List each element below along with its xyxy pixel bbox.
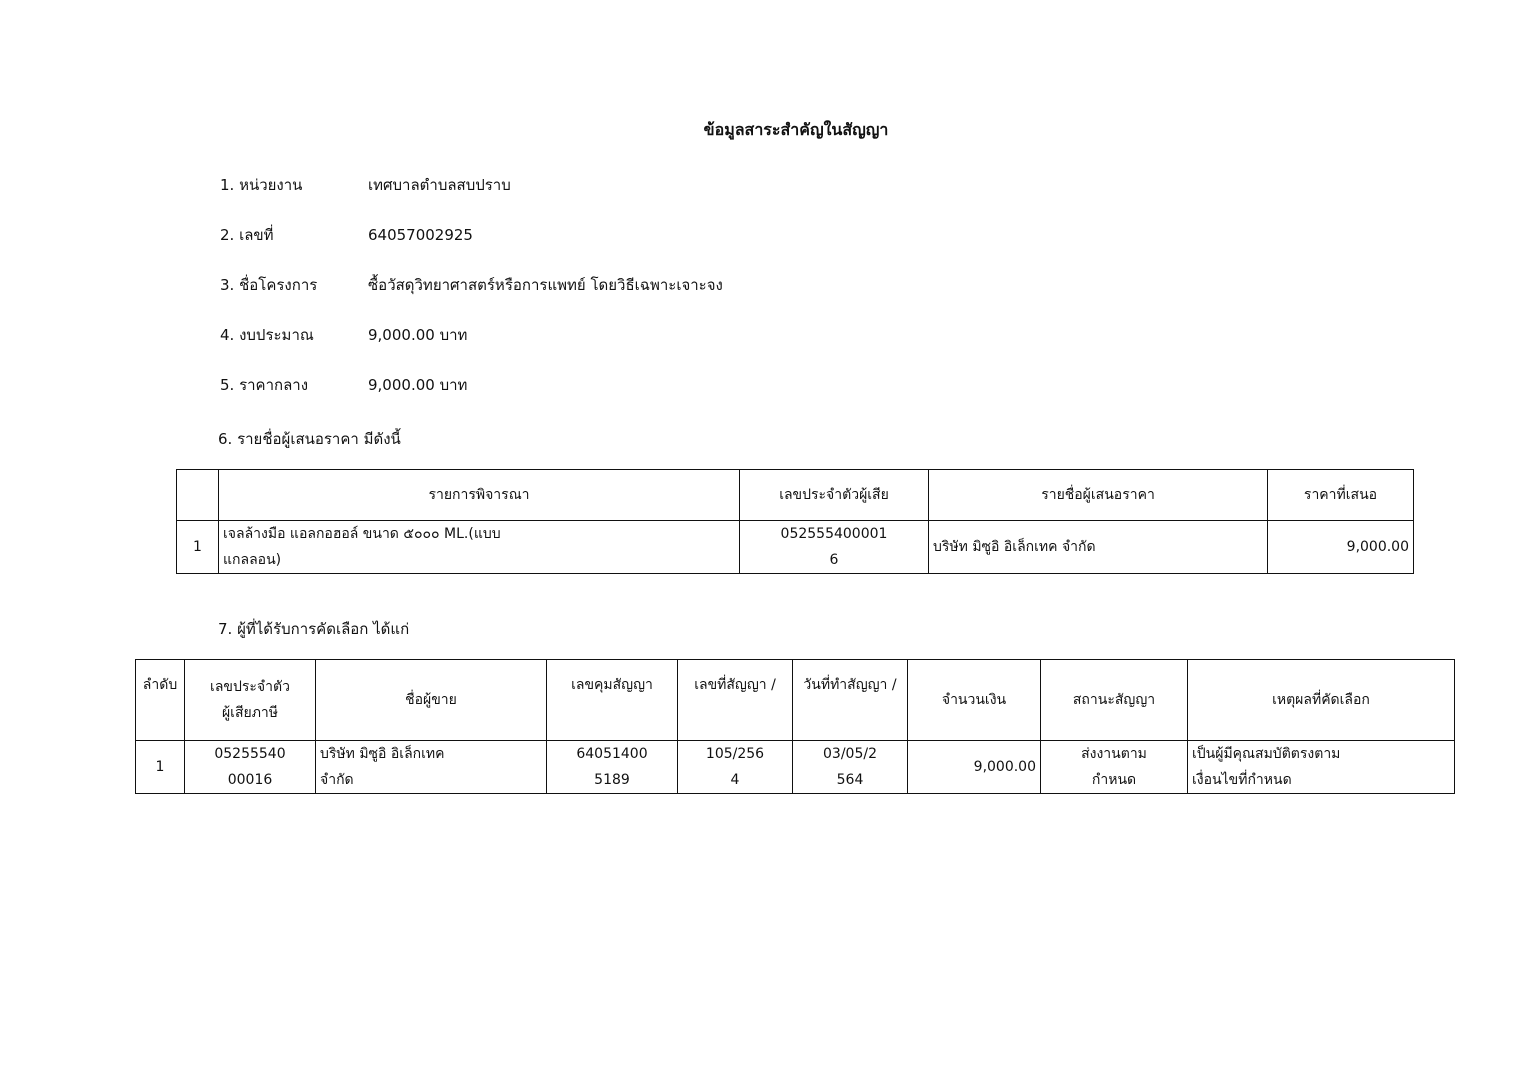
header-no [177,470,219,521]
info-value: ซื้อวัสดุวิทยาศาสตร์หรือการแพทย์ โดยวิธีเฉพาะเจาะจง [368,276,723,294]
info-value: เทศบาลตำบลสบปราบ [368,176,511,194]
info-label: 1. หน่วยงาน [220,176,303,194]
header-control-no: เลขคุมสัญญา [547,660,678,741]
info-label: 5. ราคากลาง [220,376,309,394]
cell-no: 1 [136,741,185,794]
cell-status: ส่งงานตาม กำหนด [1041,741,1188,794]
cell-taxid: 052555400001 6 [740,521,929,574]
cell-reason: เป็นผู้มีคุณสมบัติตรงตาม เงื่อนไขที่กำหนด [1188,741,1455,794]
table-header-row [136,660,1455,741]
header-no: ลำดับ [136,660,185,741]
header-amount: จำนวนเงิน [908,660,1041,741]
info-value: 64057002925 [368,226,473,244]
bidders-table [176,469,1414,574]
info-value: 9,000.00 บาท [368,326,468,344]
cell-taxid: 05255540 00016 [185,741,316,794]
info-value: 9,000.00 บาท [368,376,468,394]
table-header-row [177,470,1414,521]
cell-seller: บริษัท มิซูอิ อิเล็กเทค จำกัด [316,741,547,794]
cell-price: 9,000.00 [1268,521,1414,574]
header-contract-date: วันที่ทำสัญญา / [793,660,908,741]
info-label: 4. งบประมาณ [220,326,314,344]
cell-control-no: 64051400 5189 [547,741,678,794]
cell-contract-no: 105/256 4 [678,741,793,794]
header-price: ราคาที่เสนอ [1268,470,1414,521]
table-row [177,521,1414,574]
table-row [136,741,1455,794]
header-bidder: รายชื่อผู้เสนอราคา [929,470,1268,521]
cell-bidder: บริษัท มิซูอิ อิเล็กเทค จำกัด [929,521,1268,574]
section-6-heading: 6. รายชื่อผู้เสนอราคา มีดังนี้ [218,430,401,448]
header-reason: เหตุผลที่คัดเลือก [1188,660,1455,741]
header-contract-no: เลขที่สัญญา / [678,660,793,741]
cell-item: เจลล้างมือ แอลกอฮอล์ ขนาด ๕๐๐๐ ML.(แบบ แกลลอน) [219,521,740,574]
cell-no: 1 [177,521,219,574]
section-7-heading: 7. ผู้ที่ได้รับการคัดเลือก ได้แก่ [218,620,410,638]
info-label: 3. ชื่อโครงการ [220,276,318,294]
cell-amount: 9,000.00 [908,741,1041,794]
header-taxid: เลขประจำตัวผู้เสีย [740,470,929,521]
header-item: รายการพิจารณา [219,470,740,521]
header-taxid: เลขประจำตัว ผู้เสียภาษี [185,660,316,741]
header-seller: ชื่อผู้ขาย [316,660,547,741]
cell-contract-date: 03/05/2 564 [793,741,908,794]
header-status: สถานะสัญญา [1041,660,1188,741]
info-label: 2. เลขที่ [220,226,274,244]
document-title: ข้อมูลสาระสำคัญในสัญญา [703,120,889,139]
winners-table [135,659,1455,794]
